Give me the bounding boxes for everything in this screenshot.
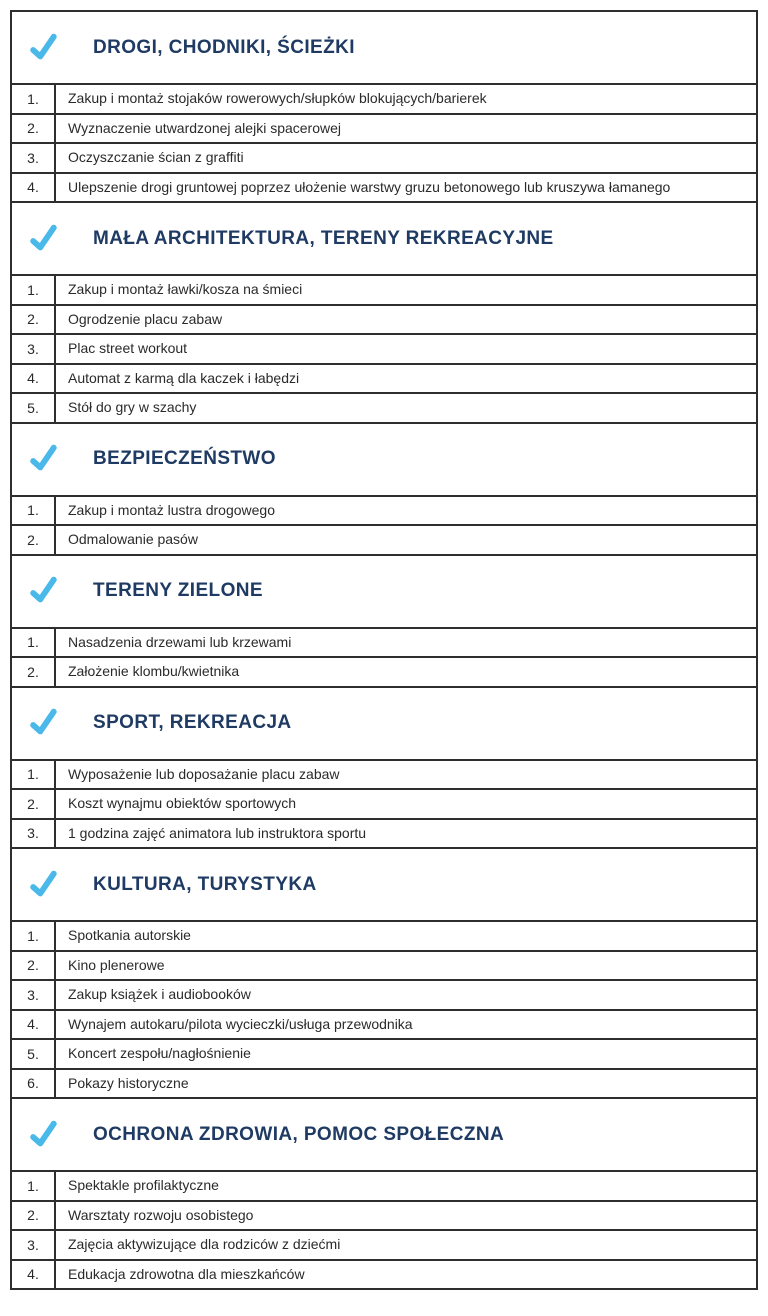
row-description: Oczyszczanie ścian z graffiti [68, 149, 244, 165]
table-row [12, 629, 756, 659]
row-number: 5. [12, 1040, 56, 1068]
row-number: 2. [12, 1202, 56, 1230]
row-number: 3. [12, 981, 56, 1009]
row-number: 4. [12, 1261, 56, 1289]
row-description: Pokazy historyczne [68, 1074, 189, 1091]
section-title: TERENY ZIELONE [93, 580, 263, 601]
row-number: 4. [12, 1011, 56, 1039]
section-header [12, 849, 756, 922]
section-header [12, 1099, 756, 1172]
row-description: Plac street workout [68, 340, 188, 356]
row-description: Stół do gry w szachy [68, 399, 197, 415]
section-header [12, 688, 756, 761]
row-number: 2. [12, 790, 56, 818]
row-number: 2. [12, 306, 56, 334]
row-description: Ulepszenie drogi gruntowej poprzez ułożenie warstwy gruzu betonowego lub kruszywa łamanego [68, 178, 671, 195]
row-number: 1. [12, 761, 56, 789]
row-description: 1 godzina zajęć animatora lub instruktora sportu [68, 824, 367, 841]
row-description: Automat z karmą dla kaczek i łabędzi [68, 369, 300, 386]
row-description: Ogrodzenie placu zabaw [68, 310, 223, 327]
row-number: 4. [12, 174, 56, 202]
row-number: 1. [12, 922, 56, 950]
row-description: Koszt wynajmu obiektów sportowych [68, 795, 296, 811]
table-row [12, 1231, 756, 1261]
row-number: 3. [12, 144, 56, 172]
row-description: Zakup i montaż ławki/kosza na śmieci [68, 281, 303, 297]
section-header [12, 556, 756, 629]
table-row [12, 85, 756, 115]
table-row [12, 394, 756, 424]
table-row [12, 1070, 756, 1100]
checkbox-checked-icon [21, 26, 63, 70]
table-row [12, 1040, 756, 1070]
row-number: 2. [12, 952, 56, 980]
section-title: SPORT, REKREACJA [93, 712, 292, 733]
section-title: KULTURA, TURYSTYKA [93, 873, 317, 895]
row-description: Kino plenerowe [68, 956, 165, 973]
row-description: Spektakle profilaktyczne [68, 1177, 219, 1193]
table-row [12, 526, 756, 556]
section-title: OCHRONA ZDROWIA, POMOC SPOŁECZNA [93, 1123, 505, 1145]
table-row [12, 365, 756, 395]
row-description: Edukacja zdrowotna dla mieszkańców [68, 1265, 305, 1282]
row-description: Warsztaty rozwoju osobistego [68, 1206, 254, 1223]
row-number: 3. [12, 820, 56, 848]
table-row [12, 1172, 756, 1202]
section-title: MAŁA ARCHITEKTURA, TERENY REKREACYJNE [93, 227, 554, 249]
row-number: 1. [12, 629, 56, 657]
table-row [12, 174, 756, 204]
checkbox-checked-icon [21, 217, 63, 261]
table-row [12, 981, 756, 1011]
row-number: 2. [12, 526, 56, 554]
table-row [12, 1011, 756, 1041]
checkbox-checked-icon [21, 569, 63, 613]
row-description: Zakup i montaż lustra drogowego [68, 501, 275, 518]
checkbox-checked-icon [21, 1113, 63, 1157]
row-description: Spotkania autorskie [68, 927, 191, 943]
table-row [12, 115, 756, 145]
row-description: Wyznaczenie utwardzonej alejki spacerowej [68, 119, 342, 136]
table-row [12, 1202, 756, 1232]
row-number: 1. [12, 497, 56, 525]
row-description: Odmalowanie pasów [68, 531, 198, 547]
table-row [12, 761, 756, 791]
row-number: 2. [12, 115, 56, 143]
table-row [12, 1261, 756, 1289]
section-header [12, 424, 756, 497]
section-title: DROGI, CHODNIKI, ŚCIEŻKI [93, 36, 355, 58]
table-row [12, 497, 756, 527]
table-row [12, 144, 756, 174]
row-description: Zakup i montaż stojaków rowerowych/słupków blokujących/barierek [68, 90, 487, 106]
row-number: 2. [12, 658, 56, 686]
table-row [12, 922, 756, 952]
table-row [12, 658, 756, 688]
section-title: BEZPIECZEŃSTWO [93, 448, 276, 469]
checkbox-checked-icon [21, 701, 63, 745]
row-number: 3. [12, 1231, 56, 1259]
row-description: Wyposażenie lub doposażanie placu zabaw [68, 765, 340, 782]
table-row [12, 820, 756, 850]
row-description: Zajęcia aktywizujące dla rodziców z dziećmi [68, 1236, 341, 1252]
row-number: 5. [12, 394, 56, 422]
row-number: 1. [12, 276, 56, 304]
checkbox-checked-icon [21, 437, 63, 481]
row-description: Nasadzenia drzewami lub krzewami [68, 633, 292, 650]
section-header [12, 12, 756, 85]
table-row [12, 335, 756, 365]
row-number: 4. [12, 365, 56, 393]
section-header [12, 203, 756, 276]
table-row [12, 276, 756, 306]
row-number: 1. [12, 85, 56, 113]
checkbox-checked-icon [21, 863, 63, 907]
row-number: 3. [12, 335, 56, 363]
row-description: Zakup książek i audiobooków [68, 986, 251, 1002]
row-description: Koncert zespołu/nagłośnienie [68, 1045, 251, 1061]
table-row [12, 306, 756, 336]
row-number: 1. [12, 1172, 56, 1200]
row-description: Założenie klombu/kwietnika [68, 663, 240, 679]
table-row [12, 952, 756, 982]
row-number: 6. [12, 1070, 56, 1098]
table-row [12, 790, 756, 820]
row-description: Wynajem autokaru/pilota wycieczki/usługa przewodnika [68, 1015, 413, 1032]
categories-table [10, 10, 758, 1290]
